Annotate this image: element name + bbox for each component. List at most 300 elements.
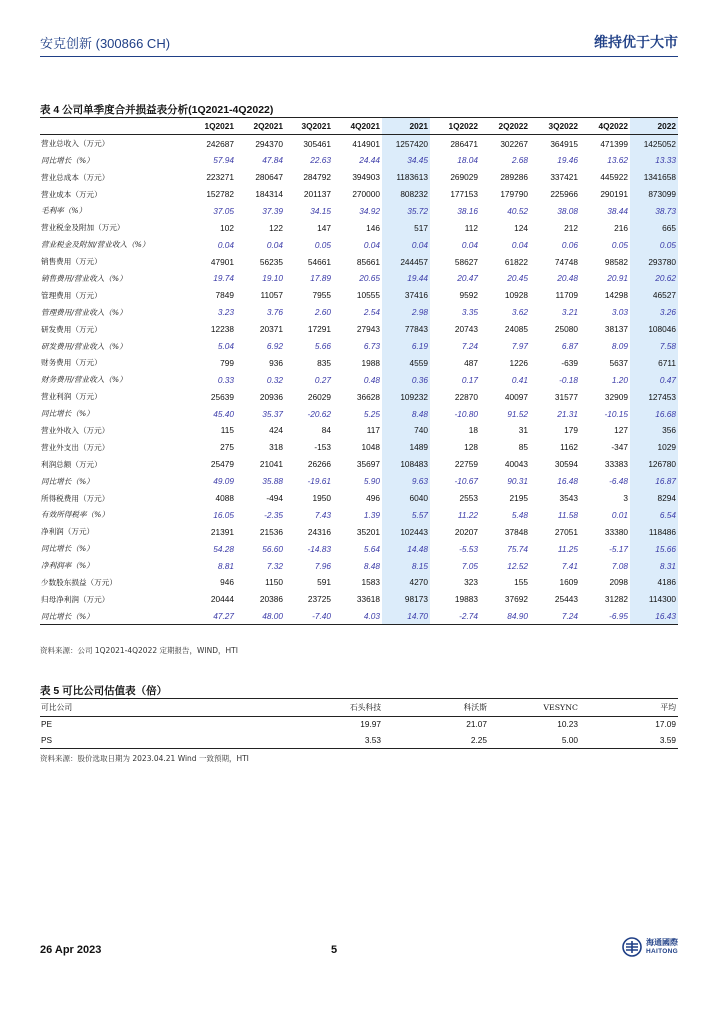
table-row — [40, 574, 678, 591]
table-cell: 0.47 — [630, 371, 678, 388]
table-row — [40, 422, 678, 439]
table-cell: 184314 — [255, 189, 283, 199]
table-cell: 0.05 — [611, 239, 628, 250]
table-cell: 223271 — [206, 172, 234, 183]
table-cell: 37848 — [504, 526, 528, 537]
table-cell: 3.21 — [561, 307, 578, 318]
table-cell: 2.25 — [383, 732, 489, 748]
row-label: 净利润率（%） — [41, 561, 94, 571]
table-cell: 7.41 — [561, 560, 578, 571]
table-cell: 20.47 — [457, 273, 478, 284]
table5-header-row — [40, 700, 678, 716]
table-cell: 0.41 — [511, 374, 528, 385]
table-cell: 19.44 — [382, 270, 430, 287]
row-label: 归母净利润（万元） — [41, 594, 110, 604]
table-cell: 356 — [630, 422, 678, 439]
column-header: VESYNC — [489, 700, 580, 716]
table-cell: 2098 — [609, 577, 628, 588]
table-cell: -2.74 — [430, 608, 480, 625]
table-cell: 118486 — [630, 523, 678, 540]
table-cell: 45.40 — [213, 408, 234, 419]
table-row — [40, 287, 678, 304]
table-cell: 58627 — [454, 256, 478, 267]
table-cell: 6.19 — [382, 338, 430, 355]
table-cell: 13.62 — [607, 155, 628, 166]
table-cell: 36628 — [356, 391, 380, 402]
column-header: 1Q2021 — [187, 118, 236, 135]
table-cell: 2.98 — [382, 304, 430, 321]
table-cell: 33383 — [604, 459, 628, 470]
table-cell: 11.22 — [457, 509, 478, 520]
table-row — [40, 152, 678, 169]
row-label: PE — [41, 719, 53, 730]
table-cell: 2.68 — [511, 155, 528, 166]
table-row — [40, 186, 678, 203]
table-cell: 3.23 — [217, 307, 234, 318]
table-cell: 20936 — [259, 391, 283, 402]
table-cell: 38.16 — [457, 205, 478, 216]
table-cell: 0.27 — [314, 374, 331, 385]
row-label: 营业税金及附加（万元） — [41, 223, 125, 233]
table-cell: 835 — [317, 357, 331, 368]
income-statement-table — [40, 118, 678, 625]
header-company: 安克创新 (300866 CH) — [40, 36, 171, 51]
table-cell: 1609 — [559, 577, 578, 588]
haitong-logo-icon — [622, 937, 642, 957]
table-cell: 3.62 — [511, 307, 528, 318]
table-cell: 126780 — [630, 456, 678, 473]
table-cell: 201137 — [303, 189, 331, 199]
table-cell: 20.45 — [507, 273, 528, 284]
table4-title: 表 4 公司单季度合并损益表分析(1Q2021-4Q2022) — [40, 104, 274, 116]
table-cell: 34.45 — [382, 152, 430, 169]
table-cell: 22870 — [454, 391, 478, 402]
row-label: 销售费用/营业收入（%） — [41, 273, 127, 283]
table-cell: 740 — [382, 422, 430, 439]
row-label: 营业利润（万元） — [41, 392, 102, 402]
table-cell: 8.48 — [382, 405, 430, 422]
table-cell: 6.73 — [363, 341, 380, 352]
row-label: 财务费用（万元） — [41, 358, 102, 368]
table-cell: 487 — [464, 357, 478, 368]
table-row — [40, 490, 678, 507]
table-cell: 56235 — [259, 256, 283, 267]
table-cell: 2.60 — [314, 307, 331, 318]
table-cell: 112 — [464, 222, 478, 233]
table-row — [40, 405, 678, 422]
table-row — [40, 321, 678, 338]
table-cell: 3.53 — [218, 732, 383, 748]
table-cell: 3.35 — [461, 307, 478, 318]
table-cell: 6.87 — [561, 341, 578, 352]
table-cell: 0.04 — [461, 239, 478, 250]
table-cell: 799 — [220, 357, 234, 368]
table-cell: 16.43 — [630, 608, 678, 625]
row-label: 财务费用/营业收入（%） — [41, 375, 127, 385]
table-cell: 128 — [464, 442, 478, 453]
table-cell: 9592 — [459, 290, 478, 301]
table-cell: 84 — [321, 425, 331, 436]
table-cell: 284792 — [303, 172, 331, 183]
table-cell: 1583 — [361, 577, 380, 588]
table-row — [40, 732, 678, 748]
table-cell: 20386 — [259, 594, 283, 605]
table-cell: 152782 — [206, 189, 234, 199]
row-label: 研发费用/营业收入（%） — [41, 341, 127, 351]
table-cell: 5.00 — [489, 732, 580, 748]
table-cell: 270000 — [352, 189, 380, 199]
table-cell: 16.87 — [630, 473, 678, 490]
table-cell: 90.31 — [507, 476, 528, 487]
header-divider — [40, 56, 678, 57]
table-cell: 4270 — [382, 574, 430, 591]
logo-chinese: 海通國際 — [646, 938, 678, 947]
table-cell: -6.48 — [609, 476, 628, 487]
column-header: 可比公司 — [40, 700, 218, 716]
table-row — [40, 523, 678, 540]
table-cell: 286471 — [450, 138, 478, 149]
table-cell: 302267 — [500, 138, 528, 149]
table-cell: 0.17 — [461, 374, 478, 385]
table-cell: 115 — [220, 425, 234, 436]
table-cell: 471399 — [600, 138, 628, 149]
table-cell: 47901 — [210, 256, 234, 267]
table-cell: 0.05 — [314, 239, 331, 250]
table-cell: -153 — [314, 442, 331, 453]
row-label: 利润总额（万元） — [41, 459, 102, 469]
table-cell: 37.05 — [213, 205, 234, 216]
row-label: 管理费用（万元） — [41, 290, 102, 300]
page-number: 5 — [331, 944, 338, 956]
table-cell: 127 — [614, 425, 628, 436]
row-label: 同比增长（%） — [41, 155, 94, 165]
table-cell: 57.94 — [213, 155, 234, 166]
table-cell: 10555 — [356, 290, 380, 301]
row-label: 同比增长（%） — [41, 409, 94, 419]
table-cell: 394903 — [352, 172, 380, 183]
table-cell: 244457 — [382, 253, 430, 270]
table-cell: 12238 — [210, 324, 234, 335]
table-cell: 37416 — [382, 287, 430, 304]
table-cell: 290191 — [600, 189, 628, 199]
table-cell: 177153 — [450, 189, 478, 199]
table-cell: 11.58 — [557, 509, 578, 520]
table-cell: 35.88 — [262, 476, 283, 487]
table-cell: 35.37 — [262, 408, 283, 419]
table-cell: -20.62 — [307, 408, 331, 419]
table-cell: 25639 — [210, 391, 234, 402]
table-cell: 21.07 — [466, 719, 487, 730]
table-row — [40, 388, 678, 405]
table-cell: 23725 — [307, 594, 331, 605]
table-cell: 102 — [220, 222, 234, 233]
table-cell: 212 — [564, 222, 578, 233]
table-cell: 48.00 — [236, 608, 285, 625]
table-cell: 20.65 — [359, 273, 380, 284]
table-cell: 8294 — [630, 490, 678, 507]
table-cell: 12.52 — [507, 560, 528, 571]
table-cell: 808232 — [382, 186, 430, 203]
table-cell: 1341658 — [630, 169, 678, 186]
row-label: 同比增长（%） — [41, 544, 94, 554]
table-cell: 4.03 — [333, 608, 382, 625]
table-cell: -19.61 — [307, 476, 331, 487]
table-cell: 179790 — [500, 189, 528, 199]
table-cell: 4186 — [630, 574, 678, 591]
column-header — [40, 118, 187, 135]
table-cell: -5.17 — [609, 543, 628, 554]
table-cell: 21536 — [259, 526, 283, 537]
table-cell: 127453 — [630, 388, 678, 405]
table-cell: 1950 — [312, 493, 331, 504]
table-cell: 0.04 — [382, 236, 430, 253]
table-cell: -14.83 — [307, 543, 331, 554]
table-cell: 280647 — [255, 172, 283, 183]
table-cell: 5.90 — [363, 476, 380, 487]
table-cell: 0.36 — [382, 371, 430, 388]
table-cell: 16.48 — [557, 476, 578, 487]
table-cell: 1.39 — [363, 509, 380, 520]
table-cell: 1226 — [509, 357, 528, 368]
table-cell: 7955 — [312, 290, 331, 301]
column-header: 2Q2022 — [480, 118, 530, 135]
table-cell: 4559 — [382, 354, 430, 371]
column-header: 2Q2021 — [236, 118, 285, 135]
table-row — [40, 202, 678, 219]
table-cell: 25479 — [210, 459, 234, 470]
row-label: 营业成本（万元） — [41, 189, 102, 199]
row-label: PS — [40, 732, 218, 748]
table-cell: -10.67 — [454, 476, 478, 487]
table-cell: 873099 — [630, 186, 678, 203]
table-cell: 7849 — [215, 290, 234, 301]
table-cell: 6040 — [382, 490, 430, 507]
table-cell: -7.40 — [285, 608, 333, 625]
table-cell: 665 — [630, 219, 678, 236]
table-row — [40, 169, 678, 186]
table-cell: 54661 — [307, 256, 331, 267]
table-cell: 9.63 — [382, 473, 430, 490]
table-row — [40, 270, 678, 287]
table-cell: 5.57 — [382, 506, 430, 523]
table-cell: 242687 — [206, 138, 234, 149]
row-label: 管理费用/营业收入（%） — [41, 307, 127, 317]
table-cell: 1150 — [265, 577, 283, 588]
table-cell: 19.97 — [360, 719, 381, 730]
table-cell: 74748 — [554, 256, 578, 267]
table-cell: 19.10 — [262, 273, 283, 284]
table-cell: 117 — [366, 425, 380, 436]
table-cell: -5.53 — [459, 543, 478, 554]
table-cell: 5.04 — [217, 341, 234, 352]
table-cell: 0.04 — [511, 239, 528, 250]
row-label: 净利润（万元） — [41, 527, 95, 537]
table-cell: 54.28 — [213, 543, 234, 554]
table-cell: 20207 — [454, 526, 478, 537]
table-cell: -6.95 — [580, 608, 630, 625]
table-cell: 33618 — [356, 594, 380, 605]
table-cell: 0.32 — [266, 374, 283, 385]
table-row — [40, 473, 678, 490]
table-cell: 31282 — [604, 594, 628, 605]
table-row — [40, 557, 678, 574]
table-cell: 7.97 — [511, 341, 528, 352]
table-cell: 25080 — [554, 324, 578, 335]
table-cell: 1183613 — [382, 169, 430, 186]
table-cell: 77843 — [382, 321, 430, 338]
haitong-logo — [622, 937, 678, 957]
table-cell: -2.35 — [264, 509, 283, 520]
table-cell: -494 — [266, 493, 283, 504]
table-row — [40, 253, 678, 270]
table-cell: 38.44 — [607, 205, 628, 216]
table-cell: 31577 — [554, 391, 578, 402]
column-header: 4Q2021 — [333, 118, 382, 135]
table-cell: 225966 — [550, 189, 578, 199]
footer-date: 26 Apr 2023 — [40, 944, 102, 956]
table-cell: 31 — [518, 425, 528, 436]
table-row — [40, 236, 678, 253]
table-cell: 5.25 — [363, 408, 380, 419]
row-label: 营业税金及附加/营业收入（%） — [41, 240, 150, 250]
table-cell: 7.58 — [630, 338, 678, 355]
table-cell: 14.70 — [382, 608, 430, 625]
table-cell: 24.44 — [359, 155, 380, 166]
row-label: 同比增长（%） — [41, 476, 94, 486]
row-label: 少数股东损益（万元） — [41, 577, 117, 587]
table-cell: 98582 — [604, 256, 628, 267]
table-cell: 7.96 — [314, 560, 331, 571]
table-cell: 19.46 — [557, 155, 578, 166]
table-cell: 10.23 — [557, 719, 578, 730]
table-cell: 5.48 — [511, 509, 528, 520]
table5-title: 表 5 可比公司估值表（倍） — [40, 685, 168, 697]
table-cell: 4088 — [215, 493, 234, 504]
table-cell: 22759 — [454, 459, 478, 470]
table-row — [40, 591, 678, 608]
table-cell: 37692 — [504, 594, 528, 605]
table-cell: 8.81 — [217, 560, 234, 571]
table-cell: 27943 — [356, 324, 380, 335]
table-cell: 35.72 — [382, 202, 430, 219]
row-label: 营业外收入（万元） — [41, 425, 110, 435]
table-cell: 38.08 — [557, 205, 578, 216]
table-row — [40, 354, 678, 371]
table-cell: 25443 — [554, 594, 578, 605]
table-cell: 269029 — [450, 172, 478, 183]
table-cell: 0.01 — [611, 509, 628, 520]
table-cell: 19.74 — [213, 273, 234, 284]
table-cell: 7.32 — [266, 560, 283, 571]
table-cell: 0.48 — [363, 374, 380, 385]
table-cell: 32909 — [604, 391, 628, 402]
table-cell: 26029 — [307, 391, 331, 402]
column-header: 3Q2022 — [530, 118, 580, 135]
table-cell: 24085 — [504, 324, 528, 335]
table-cell: 216 — [614, 222, 628, 233]
row-label: 同比增长（%） — [40, 608, 187, 625]
table-cell: 7.24 — [461, 341, 478, 352]
column-header: 石头科技 — [218, 700, 383, 716]
table-cell: 3.76 — [266, 307, 283, 318]
table-row — [40, 456, 678, 473]
row-label: 毛利率（%） — [41, 206, 87, 216]
table-cell: 37.39 — [262, 205, 283, 216]
table-cell: 35201 — [356, 526, 380, 537]
table-cell: 3543 — [559, 493, 578, 504]
table-cell: 3 — [623, 493, 628, 504]
table-cell: 0.04 — [266, 239, 283, 250]
table-row — [40, 506, 678, 523]
table-cell: 21.31 — [557, 408, 578, 419]
table-cell: 0.06 — [561, 239, 578, 250]
row-label: 有效所得税率（%） — [41, 510, 109, 520]
table-cell: 946 — [220, 577, 234, 588]
table4-header-row — [40, 118, 678, 135]
table-cell: 33380 — [604, 526, 628, 537]
table-cell: 108046 — [630, 321, 678, 338]
table-cell: 108483 — [382, 456, 430, 473]
table5-source: 资料来源：股价选取日期为 2023.04.21 Wind 一致预期，HTI — [40, 754, 249, 763]
table-cell: 323 — [464, 577, 478, 588]
table-cell: 5637 — [609, 357, 628, 368]
table-cell: 85 — [518, 442, 528, 453]
table-row — [40, 608, 678, 625]
valuation-table — [40, 700, 678, 749]
table-cell: 591 — [317, 577, 331, 588]
table-cell: 445922 — [600, 172, 628, 183]
table4-source: 资料来源：公司 1Q2021-4Q2022 定期报告，WIND，HTI — [40, 646, 238, 655]
table-cell: -10.80 — [454, 408, 478, 419]
table-cell: 337421 — [550, 172, 578, 183]
row-label: 营业外支出（万元） — [41, 442, 110, 452]
table-cell: 8.09 — [611, 341, 628, 352]
table-cell: 289286 — [500, 172, 528, 183]
table-cell: 49.09 — [213, 476, 234, 487]
table-cell: 1048 — [361, 442, 380, 453]
column-header: 2022 — [630, 118, 678, 135]
table-cell: 27051 — [554, 526, 578, 537]
row-label: 营业总收入（万元） — [41, 139, 110, 149]
table-cell: 22.63 — [310, 155, 331, 166]
table-cell: 1.20 — [611, 374, 628, 385]
table-cell: 496 — [366, 493, 380, 504]
table-cell: 122 — [269, 222, 283, 233]
table-cell: 17.89 — [310, 273, 331, 284]
table-cell: 7.08 — [611, 560, 628, 571]
table-cell: 75.74 — [507, 543, 528, 554]
table-cell: 20371 — [259, 324, 283, 335]
column-header: 2021 — [382, 118, 430, 135]
table-cell: 11.25 — [557, 543, 578, 554]
table-cell: 6.54 — [630, 506, 678, 523]
table-cell: 305461 — [303, 138, 331, 149]
table-cell: 7.24 — [530, 608, 580, 625]
table-row — [40, 219, 678, 236]
table-cell: 46527 — [630, 287, 678, 304]
table-cell: 294370 — [255, 138, 283, 149]
column-header: 1Q2022 — [430, 118, 480, 135]
table-cell: 8.31 — [630, 557, 678, 574]
table-cell: 0.33 — [217, 374, 234, 385]
table-cell: 47.84 — [262, 155, 283, 166]
row-label: 销售费用（万元） — [41, 257, 102, 267]
column-header: 科沃斯 — [383, 700, 489, 716]
table-row — [40, 304, 678, 321]
table-cell: 20743 — [454, 324, 478, 335]
table-cell: 40043 — [504, 459, 528, 470]
table-cell: 414901 — [352, 138, 380, 149]
